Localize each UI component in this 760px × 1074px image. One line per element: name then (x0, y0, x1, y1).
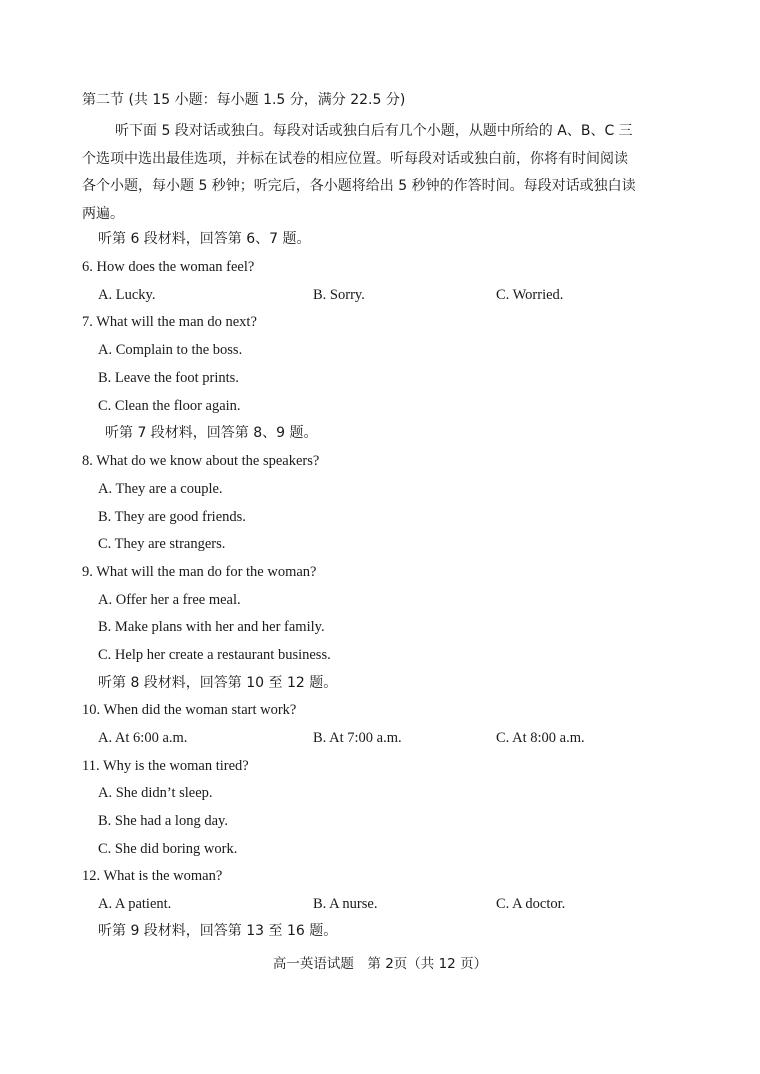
option-b: B. Make plans with her and her family. (98, 619, 325, 635)
option-a: A. Offer her a free meal. (98, 592, 241, 608)
option-b: B. Leave the foot prints. (98, 370, 239, 386)
option-c: C. They are strangers. (98, 536, 226, 552)
option-a: A. A patient. (98, 896, 172, 912)
option-c: C. Clean the floor again. (98, 398, 241, 414)
group-heading: 听第 7 段材料，回答第 8、9 题。 (105, 425, 318, 441)
group-heading: 听第 9 段材料，回答第 13 至 16 题。 (98, 923, 338, 939)
option-b: B. A nurse. (313, 896, 378, 912)
group-heading: 听第 8 段材料，回答第 10 至 12 题。 (98, 675, 338, 691)
option-a: A. At 6:00 a.m. (98, 730, 188, 746)
question-stem: 8. What do we know about the speakers? (82, 453, 320, 469)
option-b: B. Sorry. (313, 287, 365, 303)
option-c: C. A doctor. (496, 896, 566, 912)
option-a: A. She didn’t sleep. (98, 785, 213, 801)
option-b: B. She had a long day. (98, 813, 228, 829)
instructions-line: 听下面 5 段对话或独白。每段对话或独白后有几个小题，从题中所给的 A、B、C 三 (115, 123, 633, 139)
instructions-line: 个选项中选出最佳选项，并标在试卷的相应位置。听每段对话或独白前，你将有时间阅读 (82, 150, 628, 167)
option-c: C. At 8:00 a.m. (496, 730, 585, 746)
question-stem: 12. What is the woman? (82, 868, 223, 884)
option-a: A. Lucky. (98, 287, 156, 303)
question-stem: 6. How does the woman feel? (82, 259, 255, 275)
page-footer: 高一英语试题 第 2页（共 12 页） (272, 956, 488, 972)
question-stem: 7. What will the man do next? (82, 314, 257, 330)
instructions-line: 各个小题，每小题 5 秒钟；听完后，各小题将给出 5 秒钟的作答时间。每段对话或独白读 (82, 178, 636, 195)
section-header: 第二节 (共 15 小题：每小题 1.5 分，满分 22.5 分) (82, 92, 406, 108)
option-c: C. Worried. (496, 287, 564, 303)
option-b: B. At 7:00 a.m. (313, 730, 402, 746)
question-stem: 10. When did the woman start work? (82, 702, 297, 718)
option-c: C. Help her create a restaurant business. (98, 647, 331, 663)
instructions-line: 两遍。 (82, 206, 124, 223)
question-stem: 9. What will the man do for the woman? (82, 564, 317, 580)
option-c: C. She did boring work. (98, 841, 238, 857)
option-b: B. They are good friends. (98, 509, 246, 525)
option-a: A. They are a couple. (98, 481, 223, 497)
option-a: A. Complain to the boss. (98, 342, 243, 358)
group-heading: 听第 6 段材料，回答第 6、7 题。 (98, 231, 311, 247)
question-stem: 11. Why is the woman tired? (82, 758, 249, 774)
instructions-paragraph (82, 118, 682, 229)
